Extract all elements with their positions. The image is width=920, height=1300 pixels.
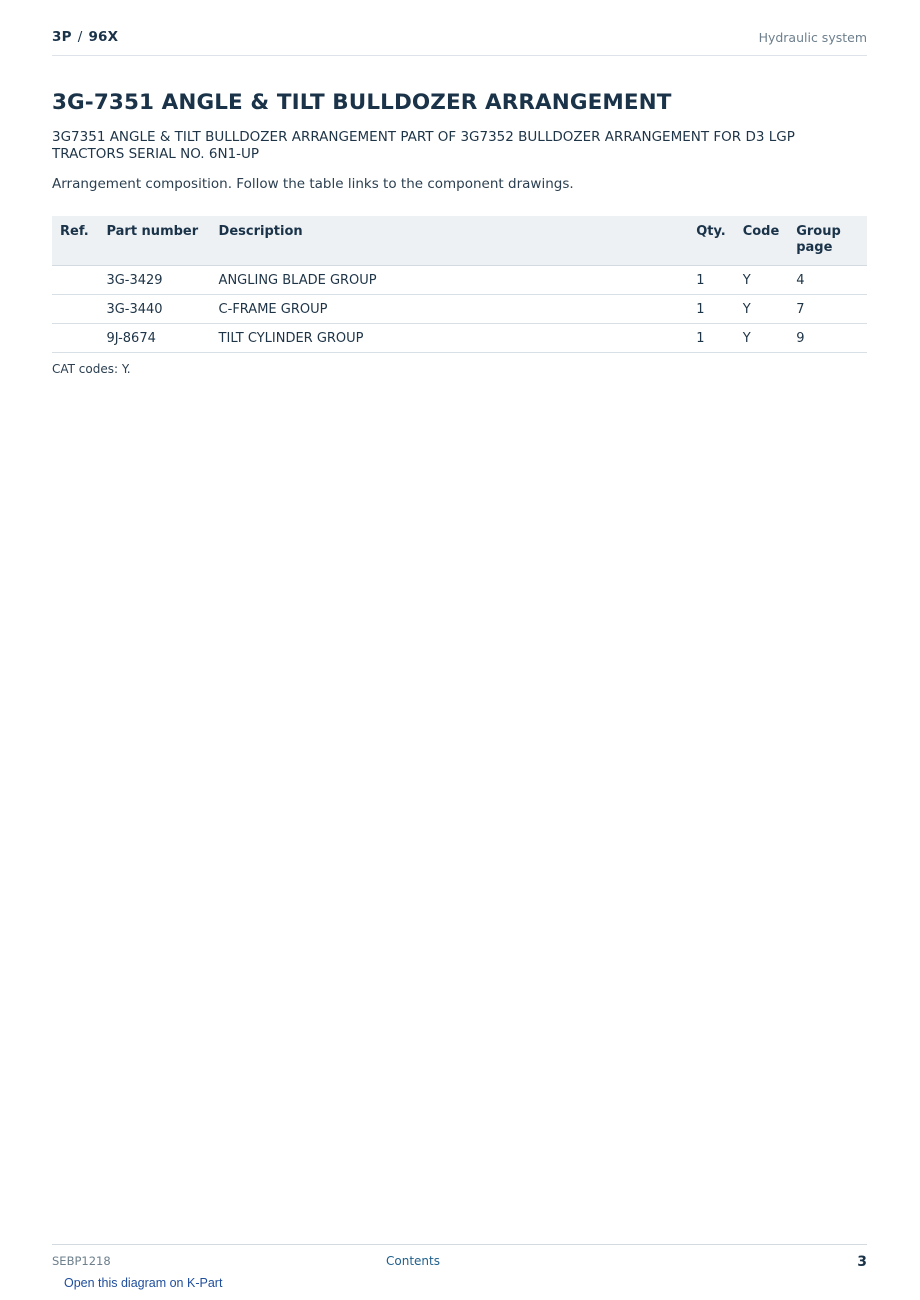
code-label: 96X	[88, 29, 119, 45]
cell-code: Y	[735, 324, 789, 353]
part-number-link[interactable]: 3G-3440	[98, 295, 210, 324]
document-id: SEBP1218	[52, 1254, 111, 1268]
page-footer	[52, 1244, 867, 1275]
header-qty: Qty.	[688, 216, 734, 266]
cat-codes-note: CAT codes: Y.	[52, 362, 131, 376]
header-part-number: Part number	[98, 216, 210, 266]
page-number: 3	[857, 1254, 867, 1270]
header-group-page: Group page	[788, 216, 867, 266]
table-row	[52, 295, 867, 324]
model-label: 3P	[52, 29, 72, 45]
page-title: 3G-7351 ANGLE & TILT BULLDOZER ARRANGEMENT	[52, 90, 672, 115]
arrangement-subtitle: 3G7351 ANGLE & TILT BULLDOZER ARRANGEMENT PART OF 3G7352 BULLDOZER ARRANGEMENT FOR D3 LGP TRACTORS SERIAL NO. 6N1-UP	[52, 129, 795, 162]
intro-text: Arrangement composition. Follow the table links to the component drawings.	[52, 176, 574, 192]
open-kpart-link[interactable]: Open this diagram on K-Part	[64, 1276, 223, 1290]
cell-ref	[52, 295, 98, 324]
table-row	[52, 324, 867, 353]
header-code: Code	[735, 216, 789, 266]
parts-table	[52, 216, 867, 353]
group-page-link[interactable]: 7	[788, 295, 867, 324]
group-page-link[interactable]: 4	[788, 266, 867, 295]
cell-qty: 1	[688, 295, 734, 324]
document-page	[52, 0, 867, 1300]
part-number-link[interactable]: 3G-3429	[98, 266, 210, 295]
cell-ref	[52, 266, 98, 295]
cell-description: ANGLING BLADE GROUP	[211, 266, 689, 295]
cell-description: C-FRAME GROUP	[211, 295, 689, 324]
cell-code: Y	[735, 295, 789, 324]
table-header-row	[52, 216, 867, 266]
cell-qty: 1	[688, 324, 734, 353]
section-label: Hydraulic system	[758, 30, 867, 45]
cell-ref	[52, 324, 98, 353]
contents-link[interactable]: Contents	[386, 1254, 440, 1268]
model-breadcrumb	[52, 29, 118, 45]
group-page-link[interactable]: 9	[788, 324, 867, 353]
cell-description: TILT CYLINDER GROUP	[211, 324, 689, 353]
header-ref: Ref.	[52, 216, 98, 266]
cell-code: Y	[735, 266, 789, 295]
breadcrumb-separator: /	[77, 29, 83, 45]
table-row	[52, 266, 867, 295]
page-header	[52, 28, 867, 56]
header-description: Description	[211, 216, 689, 266]
part-number-link[interactable]: 9J-8674	[98, 324, 210, 353]
cell-qty: 1	[688, 266, 734, 295]
